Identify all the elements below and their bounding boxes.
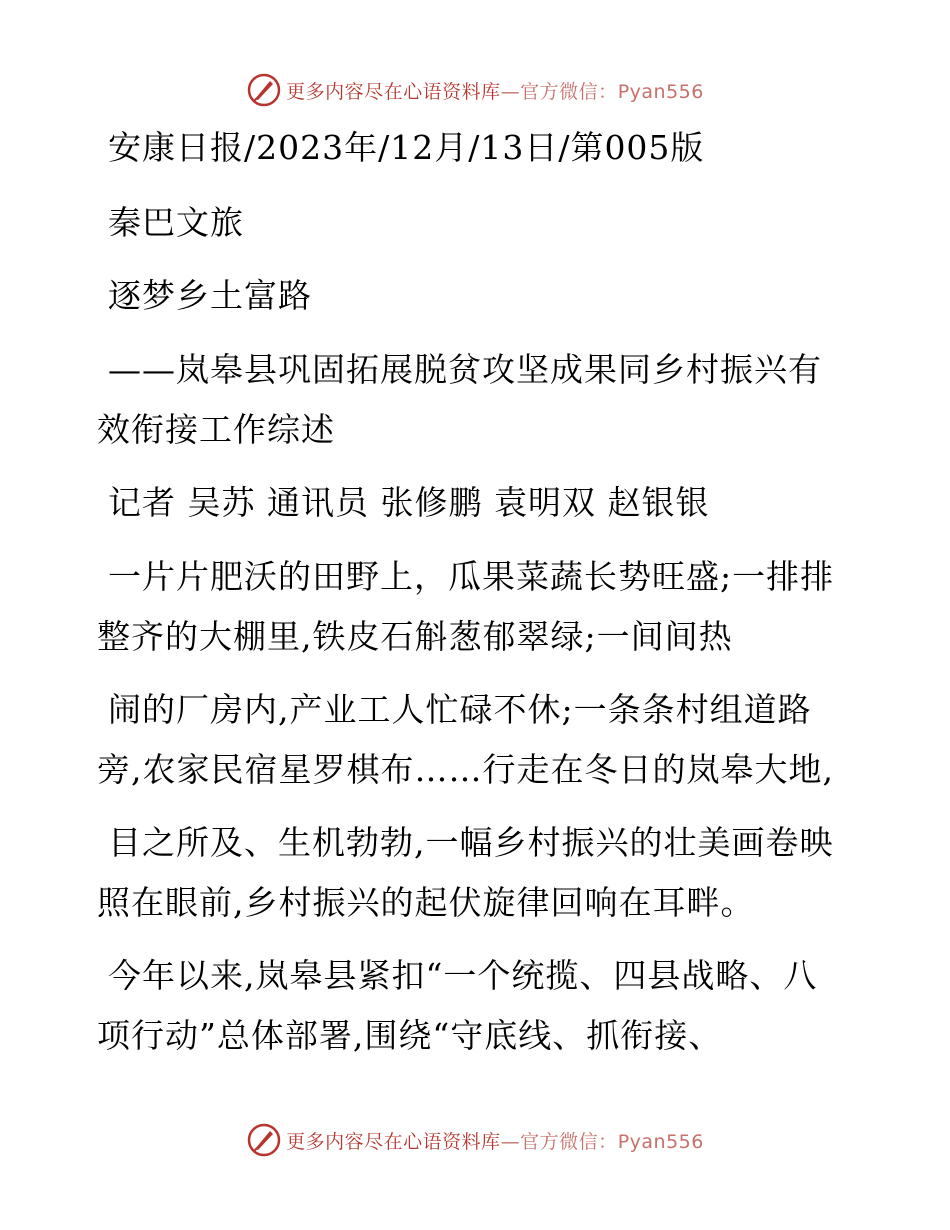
watermark-wechat-id: Pyan556	[617, 1130, 704, 1153]
body-line: 照在眼前,乡村振兴的起伏旋律回响在耳畔。	[97, 883, 755, 922]
watermark-wechat-id: Pyan556	[617, 80, 704, 103]
body-line: 目之所及、生机勃勃,一幅乡村振兴的壮美画卷映	[108, 823, 834, 862]
watermark-text	[286, 1127, 704, 1154]
quill-logo-icon	[246, 72, 282, 108]
body-line: 项行动”总体部署,围绕“守底线、抓衔接、	[97, 1016, 723, 1055]
body-line: 旁,农家民宿星罗棋布……行走在冬日的岚皋大地,	[97, 750, 834, 789]
byline: 记者 吴苏 通讯员 张修鹏 袁明双 赵银银	[108, 483, 710, 522]
body-line: 闹的厂房内,产业工人忙碌不休;一条条村组道路	[108, 690, 812, 729]
watermark-separator: —官方微信：	[500, 80, 618, 103]
watermark-main: 更多内容尽在心语资料库	[286, 80, 501, 103]
article-title: 逐梦乡土富路	[108, 276, 312, 315]
masthead: 安康日报/2023年/12月/13日/第005版	[108, 128, 705, 167]
watermark-main: 更多内容尽在心语资料库	[286, 1130, 501, 1153]
article-subtitle-line: ——岚皋县巩固拓展脱贫攻坚成果同乡村振兴有	[108, 350, 822, 389]
section-name: 秦巴文旅	[108, 203, 244, 242]
watermark-footer	[0, 1118, 950, 1162]
body-line: 今年以来,岚皋县紧扣“一个统揽、四县战略、八	[108, 956, 818, 995]
body-line: 一片片肥沃的田野上，瓜果菜蔬长势旺盛;一排排	[108, 557, 835, 596]
quill-logo-icon	[246, 1122, 282, 1158]
watermark-text	[286, 77, 704, 104]
watermark-separator: —官方微信：	[500, 1130, 618, 1153]
body-line: 整齐的大棚里,铁皮石斛葱郁翠绿;一间间热	[97, 617, 733, 656]
article-subtitle-line: 效衔接工作综述	[97, 410, 335, 449]
watermark-header	[0, 68, 950, 112]
